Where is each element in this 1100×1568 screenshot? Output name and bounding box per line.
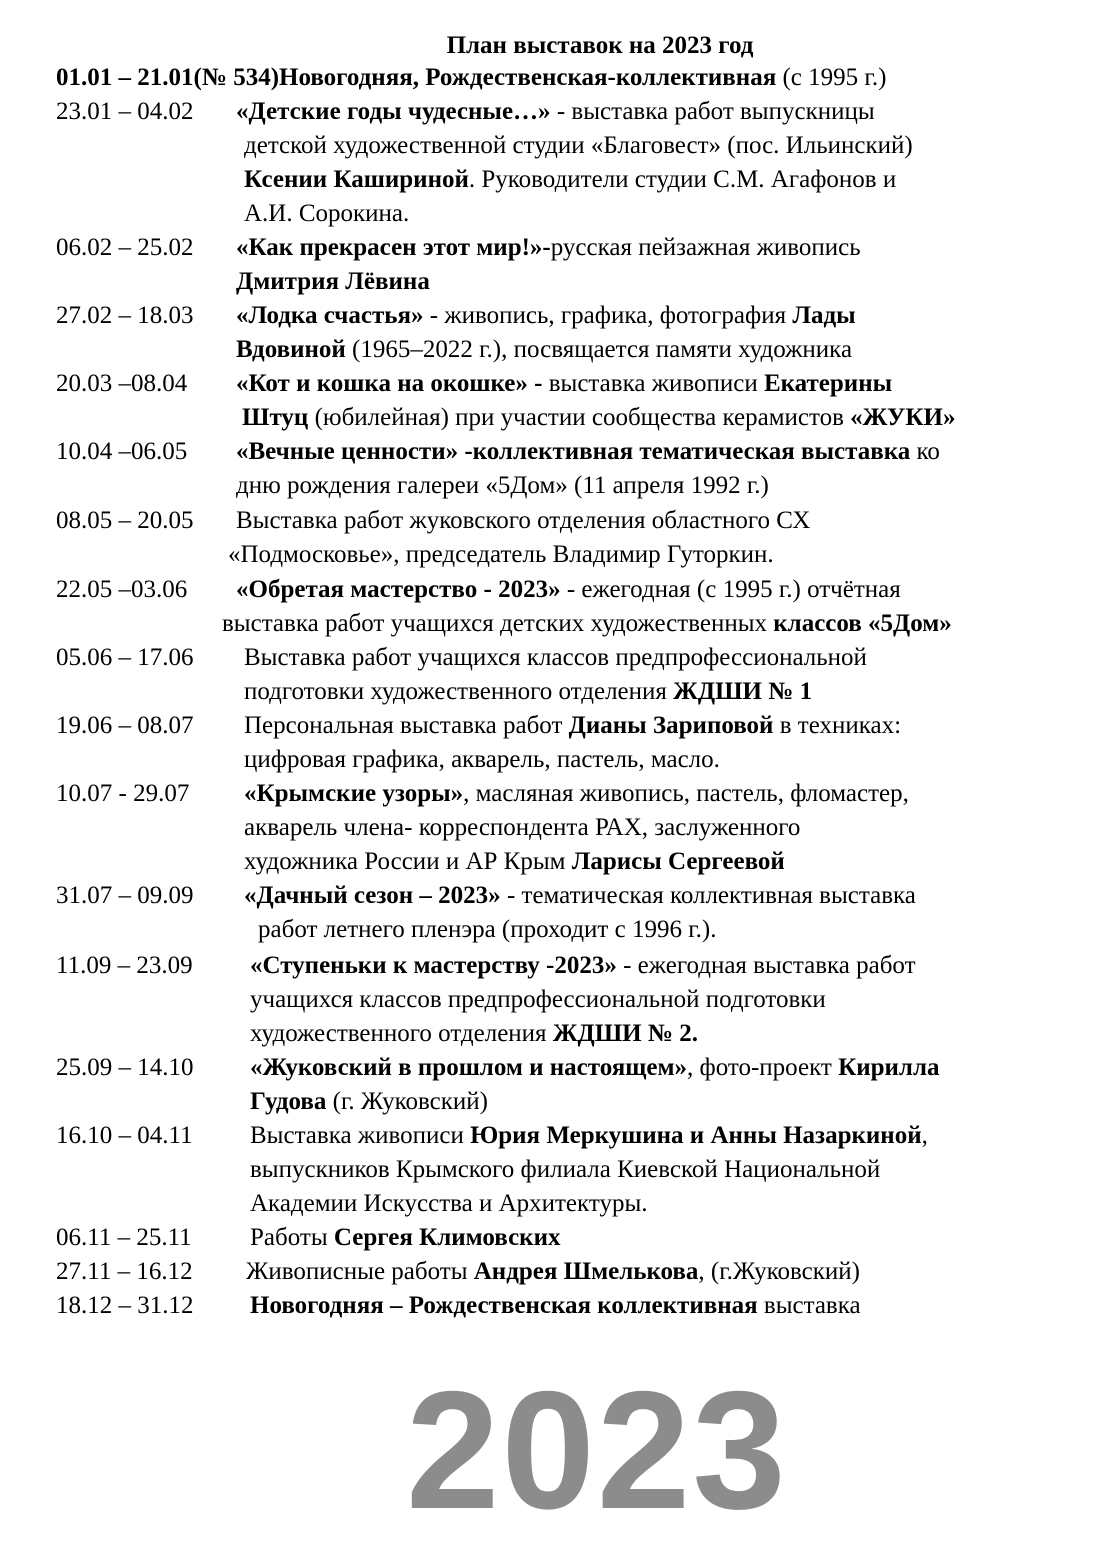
text-segment: выпускников Крымского филиала Киевской Национальной [250,1156,881,1183]
text-segment: Академии Искусства и Архитектуры. [250,1190,648,1217]
emphasized-text: Сергея Климовских [333,1224,561,1251]
entry-line [246,1258,860,1286]
text-segment: цифровая графика, акварель, пастель, масло. [244,746,720,773]
emphasized-text: Андрея Шмелькова [473,1258,699,1285]
text-segment: А.И. Сорокина. [244,200,410,227]
emphasized-text: «Лодка счастья» [236,302,424,329]
emphasized-text: Ксении Кашириной [244,166,469,193]
text-segment: подготовки художественного отделения [244,678,674,705]
emphasized-text: Дмитрия Лёвина [236,268,430,295]
entry-date: 19.06 – 08.07 [56,712,194,739]
entry-date: 11.09 – 23.09 [56,952,193,979]
emphasized-text: Вдовиной [236,336,346,363]
text-segment: ко [910,438,940,465]
entry-line [250,952,916,980]
text-segment: дню рождения галереи «5Дом» (11 апреля 1992 г.) [236,472,769,499]
entry-line [236,370,892,398]
entry-line [244,132,913,160]
emphasized-text: «Как прекрасен этот мир!»- [236,234,551,261]
entry-date: 22.05 –03.06 [56,576,188,603]
entry-date: 31.07 – 09.09 [56,882,194,909]
entry-date: 27.02 – 18.03 [56,302,194,329]
emphasized-text: «ЖУКИ» [850,404,956,431]
text-segment: в техниках: [773,712,902,739]
entry-line [250,1122,928,1150]
emphasized-text: Новогодняя – Рождественская коллективная [250,1292,758,1319]
emphasized-text: Екатерины [763,370,893,397]
page-title: План выставок на 2023 год [446,32,754,59]
text-segment: . Руководители студии С.М. Агафонов и [468,166,897,193]
emphasized-text: классов «5Дом» [773,610,952,637]
entry-line [250,1088,488,1116]
text-segment: «Подмосковье», председатель Владимир Гуторкин. [228,541,774,568]
entry-line [250,1292,861,1320]
text-segment: акварель члена- корреспондента РАХ, заслуженного [244,814,801,841]
entry-line [244,848,785,876]
entry-line [236,576,901,604]
emphasized-text: «Вечные ценности» -коллективная тематическая выставка [236,438,911,465]
emphasized-text: «Обретая мастерство - 2023» [236,576,561,603]
text-segment: Персональная выставка работ [244,712,569,739]
emphasized-text: Дианы Зариповой [568,712,774,739]
text-segment: , фото-проект [687,1054,839,1081]
text-segment: работ летнего пленэра (проходит с 1996 г.). [258,916,717,943]
text-segment: детской художественной студии «Благовест» (пос. Ильинский) [244,132,913,159]
entry-line [250,1224,560,1252]
entry-date: 25.09 – 14.10 [56,1054,194,1081]
year-mark: 2023 [406,1356,788,1544]
text-segment: (1965–2022 г.), посвящается памяти художника [345,336,853,363]
entry-line [236,472,769,500]
entry-line [236,302,856,330]
entry-line [244,882,916,910]
entry-line [250,1190,648,1218]
text-segment: (с 1995 г.) [776,64,887,91]
emphasized-text: Новогодняя, Рождественская-коллективная [279,64,777,91]
entry-line [236,507,810,535]
emphasized-text: ЖДШИ № 1 [673,678,813,705]
entry-line [244,780,909,808]
text-segment: , (г.Жуковский) [698,1258,860,1285]
text-segment: выставка [757,1292,861,1319]
emphasized-text: Ларисы Сергеевой [571,848,785,875]
entry-date: 20.03 –08.04 [56,370,188,397]
entry-line [244,644,867,672]
entry-line [244,712,901,740]
entry-line [279,64,886,92]
entry-date: 27.11 – 16.12 [56,1258,193,1285]
entry-line [244,678,812,706]
text-segment: художественного отделения [250,1020,553,1047]
text-segment: (юбилейная) при участии сообщества керамистов [308,404,851,431]
text-segment: Работы [250,1224,334,1251]
text-segment: , [921,1122,928,1149]
text-segment: Выставка работ жуковского отделения областного СХ [236,507,811,534]
text-segment: Выставка работ учащихся классов предпрофессиональной [244,644,867,671]
entry-line [222,610,952,638]
emphasized-text: Кирилла [838,1054,940,1081]
entry-line [250,986,826,1014]
entry-line [236,268,430,296]
entry-line [236,336,852,364]
entry-date: 18.12 – 31.12 [56,1292,194,1319]
entry-date: 10.04 –06.05 [56,438,188,465]
entry-line [228,541,774,569]
text-segment: русская пейзажная живопись [550,234,861,261]
entry-date: 16.10 – 04.11 [56,1122,193,1149]
text-segment: - тематическая коллективная выставка [500,882,916,909]
entry-line [244,166,896,194]
entry-date: 01.01 – 21.01(№ 534) [56,64,280,91]
emphasized-text: «Жуковский в прошлом и настоящем» [250,1054,688,1081]
text-segment: - ежегодная выставка работ [616,952,916,979]
entry-date: 05.06 – 17.06 [56,644,194,671]
entry-line [250,1156,880,1184]
entry-line [236,98,875,126]
entry-line [244,814,800,842]
emphasized-text: «Ступеньки к мастерству -2023» [250,952,617,979]
emphasized-text: Юрия Меркушина и Анны Назаркиной [470,1122,922,1149]
text-segment: Живописные работы [246,1258,474,1285]
entry-date: 10.07 - 29.07 [56,780,190,807]
text-segment: , масляная живопись, пастель, фломастер, [463,780,909,807]
entry-line [236,234,861,262]
emphasized-text: Гудова [250,1088,327,1115]
entry-line [236,438,940,466]
text-segment: - ежегодная (с 1995 г.) отчётная [560,576,901,603]
emphasized-text: «Кот и кошка на окошке» - [236,370,543,397]
text-segment: выставка живописи [542,370,764,397]
emphasized-text: ЖДШИ № 2. [552,1020,699,1047]
text-segment: - выставка работ выпускницы [550,98,875,125]
text-segment: Выставка живописи [250,1122,471,1149]
entry-date: 08.05 – 20.05 [56,507,194,534]
entry-line [244,746,720,774]
entry-date: 23.01 – 04.02 [56,98,194,125]
text-segment: учащихся классов предпрофессиональной подготовки [250,986,826,1013]
emphasized-text: «Детские годы чудесные…» [236,98,551,125]
text-segment: выставка работ учащихся детских художественных [222,610,774,637]
entry-line [258,916,716,944]
text-segment: художника России и АР Крым [244,848,572,875]
emphasized-text: Штуц [242,404,309,431]
entry-line [244,200,409,228]
text-segment: - живопись, графика, фотография [423,302,793,329]
entry-line [250,1020,698,1048]
emphasized-text: «Крымские узоры» [244,780,464,807]
entry-line [250,1054,939,1082]
entry-line [242,404,955,432]
entry-date: 06.11 – 25.11 [56,1224,192,1251]
entry-date: 06.02 – 25.02 [56,234,194,261]
emphasized-text: Лады [792,302,856,329]
emphasized-text: «Дачный сезон – 2023» [244,882,501,909]
text-segment: (г. Жуковский) [326,1088,488,1115]
